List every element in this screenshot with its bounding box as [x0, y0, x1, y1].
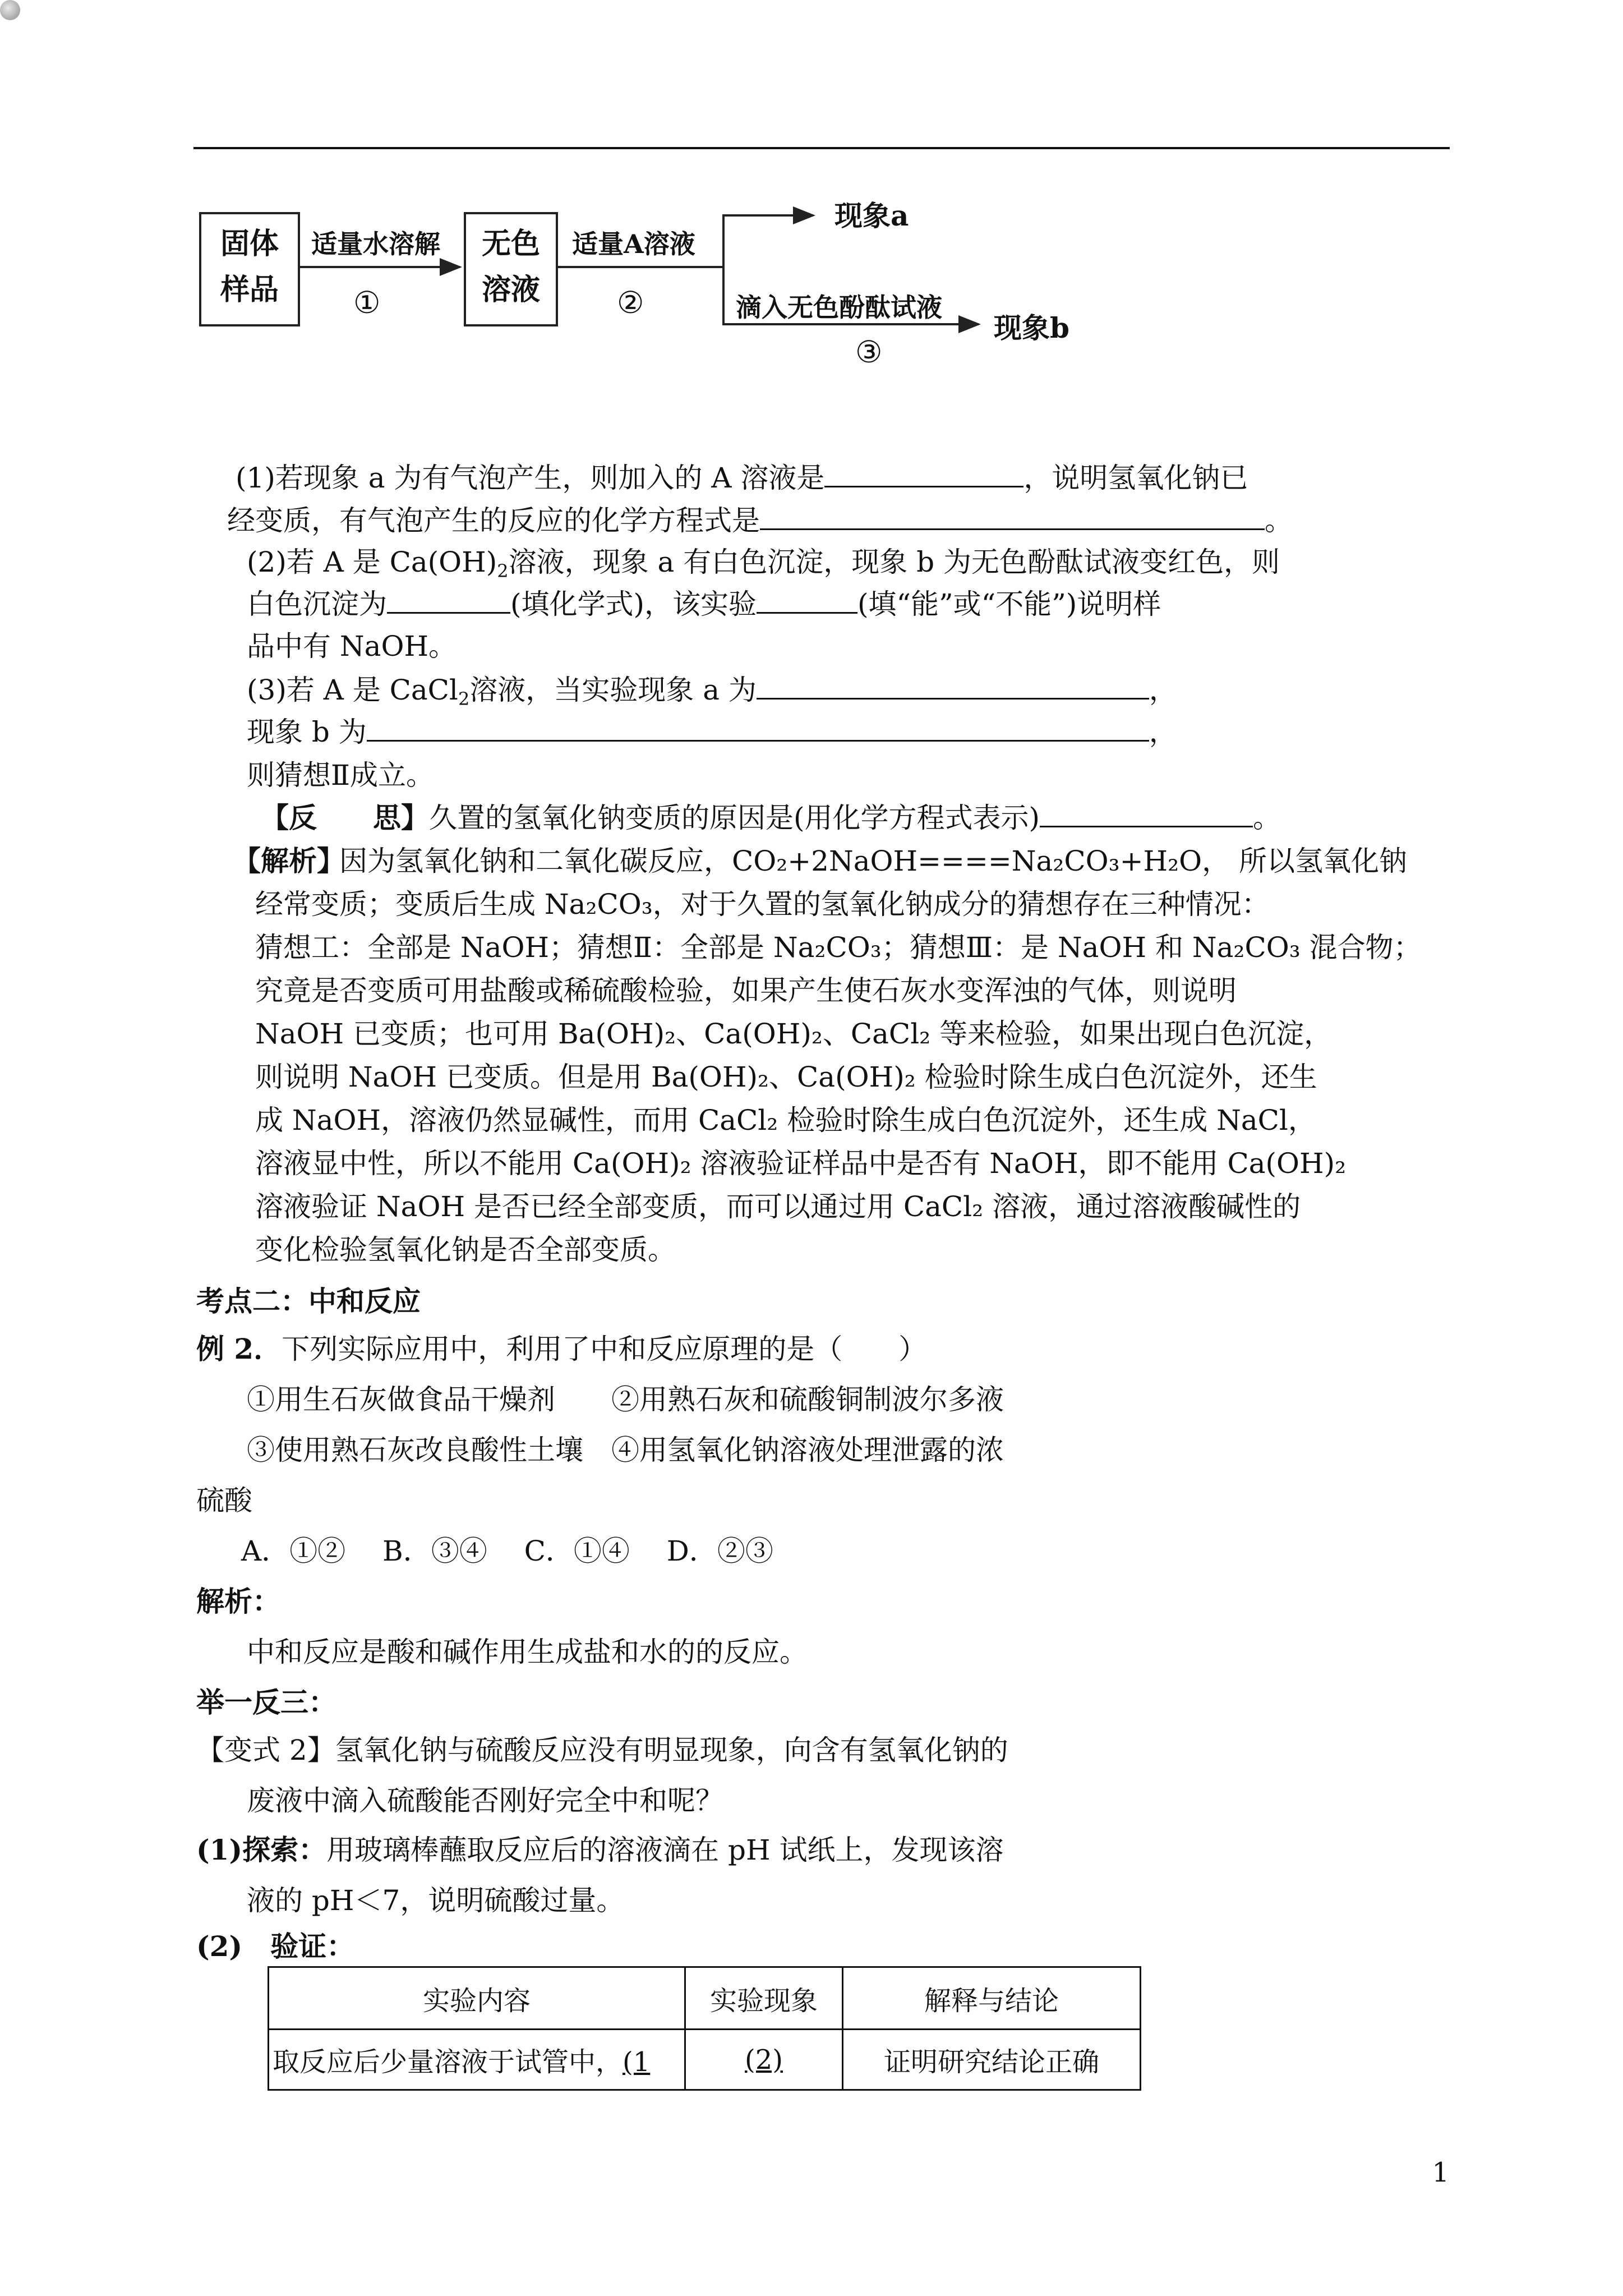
q2-blank-a [387, 587, 510, 614]
drill-label: 举一反三： [196, 1686, 336, 1719]
q1-text-c: 经变质，有气泡产生的反应的化学方程式是 [227, 504, 760, 537]
option-line-2: ③使用熟石灰改良酸性土壤 ④用氢氧化钠溶液处理泄露的浓 [247, 1434, 1004, 1466]
q3-text-a: (3)若 A 是 CaCl [247, 674, 458, 706]
q2-blank-b [757, 587, 857, 614]
colorless-solution-line1: 无色 [481, 227, 540, 261]
table-header-row [269, 1967, 1141, 2030]
reflection-text: 久置的氢氧化钠变质的原因是(用化学方程式表示) [429, 802, 1040, 834]
explore-line-2: 液的 pH＜7，说明硫酸过量。 [247, 1884, 625, 1917]
table-header-content: 实验内容 [269, 1967, 685, 2030]
section2-heading: 考点二：中和反应 [196, 1285, 421, 1318]
step2-num: ② [617, 285, 644, 320]
step1-num: ① [353, 285, 381, 320]
q1-line1 [236, 461, 1248, 495]
q2-text-b: 溶液，现象 a 有白色沉淀，现象 b 为无色酚酞试液变红色，则 [508, 546, 1280, 578]
q1-text-a: (1)若现象 a 为有气泡产生，则加入的 A 溶液是 [236, 462, 825, 494]
q1-text-d: 。 [1265, 504, 1293, 537]
step3-num: ③ [855, 334, 883, 370]
explore-line-1 [196, 1833, 1004, 1867]
analysis1-line-9: 变化检验氢氧化钠是否全部变质。 [255, 1234, 676, 1266]
analysis1-line-7: 溶液显中性，所以不能用 Ca(OH)₂ 溶液验证样品中是否有 NaOH，即不能用 Ca(OH)₂ [255, 1147, 1347, 1180]
q1-blank-a [824, 461, 1023, 487]
variant-text-1: 氢氧化钠与硫酸反应没有明显现象，向含有氢氧化钠的 [335, 1734, 1008, 1766]
q3-text-e: ， [1149, 716, 1177, 748]
q2-line3: 品中有 NaOH。 [247, 630, 457, 662]
reflection-label: 【反 思】 [261, 801, 429, 834]
verify-label: (2) 验证： [196, 1930, 355, 1963]
option-line-1: ①用生石灰做食品干燥剂 ②用熟石灰和硫酸铜制波尔多液 [247, 1383, 1004, 1416]
phenomenon-a: 现象a [834, 199, 909, 232]
q3-blank-a [757, 673, 1149, 700]
table-cell-blank-2: (2) [745, 2044, 783, 2076]
analysis1-line-6: 成 NaOH，溶液仍然显碱性，而用 CaCl₂ 检验时除生成白色沉淀外，还生成 NaCl， [255, 1104, 1316, 1137]
variant-label: 【变式 2】 [196, 1734, 335, 1766]
table-cell-phenomenon [685, 2030, 843, 2090]
analysis1-line-1: 经常变质；变质后生成 Na₂CO₃，对于久置的氢氧化钠成分的猜想存在三种情况： [255, 888, 1270, 921]
colorless-solution-line2: 溶液 [481, 273, 540, 307]
q3-line3: 则猜想Ⅱ成立。 [247, 759, 434, 792]
page-number: 1 [1432, 2157, 1449, 2188]
table-header-conclusion: 解释与结论 [843, 1967, 1141, 2030]
q2-line2 [247, 587, 1161, 621]
example2-line [196, 1332, 926, 1366]
variant-line-1 [196, 1733, 1008, 1767]
arrow-to-a [723, 215, 813, 267]
explore-label: (1)探索： [196, 1833, 327, 1866]
reflection-line [261, 801, 1281, 835]
analysis1-line-2: 猜想工：全部是 NaOH；猜想Ⅱ：全部是 Na₂CO₃；猜想Ⅲ：是 NaOH 和 Na₂CO₃ 混合物； [255, 931, 1422, 964]
q3-text-d: 现象 b 为 [247, 716, 367, 748]
q3-text-c: ， [1149, 674, 1177, 706]
q3-blank-b [367, 715, 1149, 742]
q3-sub: 2 [458, 688, 470, 710]
analysis1-label: 【解析】 [233, 844, 345, 877]
step3-label: 滴入无色酚酞试液 [736, 292, 942, 323]
table-header-phenomenon: 实验现象 [685, 1967, 843, 2030]
solid-sample-line1: 固体 [220, 227, 279, 261]
explore-text-1: 用玻璃棒蘸取反应后的溶液滴在 pH 试纸上，发现该溶 [326, 1834, 1004, 1866]
option-line-3: 硫酸 [196, 1484, 252, 1517]
phenomenon-b: 现象b [994, 311, 1069, 344]
q2-text-d: (填化学式)，该实验 [510, 588, 757, 620]
analysis1-line-8: 溶液验证 NaOH 是否已经全部变质，而可以通过用 CaCl₂ 溶液，通过溶液酸碱性的 [255, 1190, 1301, 1223]
arrow-to-b [723, 267, 979, 324]
q2-sub: 2 [497, 560, 509, 582]
q1-text-b: ，说明氢氧化钠已 [1023, 462, 1248, 494]
q2-text-c: 白色沉淀为 [247, 588, 387, 620]
analysis2-text: 中和反应是酸和碱作用生成盐和水的的反应。 [247, 1636, 808, 1668]
table-row [269, 2030, 1141, 2090]
step2-label: 适量A溶液 [572, 229, 695, 259]
variant-line-2: 废液中滴入硫酸能否刚好完全中和呢？ [247, 1784, 723, 1817]
q3-line1 [247, 673, 1177, 716]
table-cell-conclusion: 证明研究结论正确 [843, 2030, 1141, 2090]
analysis1-line-0: 因为氢氧化钠和二氧化碳反应，CO₂+2NaOH====Na₂CO₃+H₂O， 所以氢氧化钠 [339, 845, 1408, 877]
choices-line: A．①② B．③④ C．①④ D．②③ [241, 1535, 773, 1567]
analysis1-line-3: 究竟是否变质可用盐酸或稀硫酸检验，如果产生使石灰水变浑浊的气体，则说明 [255, 974, 1237, 1007]
example2-text: 下列实际应用中，利用了中和反应原理的是（ ） [282, 1333, 927, 1365]
q2-line1 [247, 545, 1280, 588]
q3-line2 [247, 715, 1177, 749]
solid-sample-line2: 样品 [220, 273, 279, 307]
table-cell-blank-1: (1 [623, 2046, 651, 2078]
step1-label: 适量水溶解 [311, 229, 440, 259]
analysis1-line-5: 则说明 NaOH 已变质。但是用 Ba(OH)₂、Ca(OH)₂ 检验时除生成白色沉淀外，还生 [255, 1061, 1317, 1093]
flowchart-arrows [0, 0, 1623, 393]
q2-text-a: (2)若 A 是 Ca(OH) [247, 546, 497, 578]
q1-line2 [227, 504, 1293, 537]
example2-label: 例 2． [196, 1332, 282, 1365]
q2-text-e: (填“能”或“不能”)说明样 [857, 588, 1161, 620]
table-cell-content-text: 取反应后少量溶液于试管中， [273, 2046, 623, 2078]
reflection-blank [1040, 801, 1253, 827]
analysis2-label: 解析： [196, 1585, 280, 1618]
q3-text-b: 溶液，当实验现象 a 为 [469, 674, 757, 706]
verify-table [268, 1966, 1141, 2091]
analysis1-line-4: NaOH 已变质；也可用 Ba(OH)₂、Ca(OH)₂、CaCl₂ 等来检验，如果出现白色沉淀， [255, 1018, 1332, 1050]
table-cell-content [269, 2030, 685, 2090]
reflection-end: 。 [1253, 802, 1281, 834]
q1-blank-b [760, 504, 1265, 530]
